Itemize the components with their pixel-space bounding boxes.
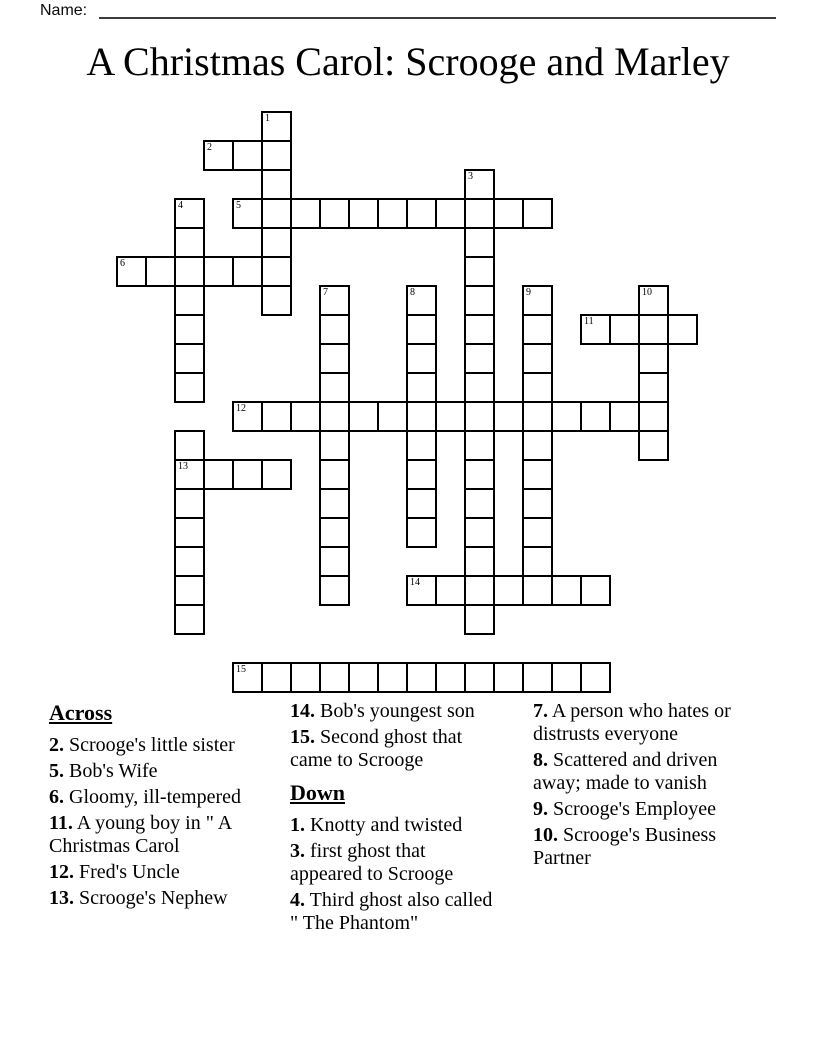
- clue-number: 10.: [533, 824, 558, 846]
- grid-cell[interactable]: [174, 517, 205, 548]
- clue-text: Scrooge's little sister: [64, 734, 235, 756]
- clues-heading-across: Across: [49, 700, 113, 725]
- grid-cell[interactable]: [464, 459, 495, 490]
- clue-text: first ghost that appeared to Scrooge: [290, 840, 454, 885]
- grid-cell[interactable]: [464, 488, 495, 519]
- clue-text: Scrooge's Business Partner: [533, 824, 717, 869]
- grid-cell[interactable]: [290, 662, 321, 693]
- grid-cell[interactable]: [174, 575, 205, 606]
- clue-section: [533, 700, 748, 870]
- grid-cell[interactable]: [261, 459, 292, 490]
- grid-cell[interactable]: [522, 285, 553, 316]
- grid-cell[interactable]: [493, 662, 524, 693]
- clue-number: 15.: [290, 726, 315, 748]
- clue-number: 14.: [290, 700, 315, 722]
- clues-column-left: [49, 700, 257, 913]
- clue-item: [290, 700, 500, 723]
- grid-cell[interactable]: [435, 401, 466, 432]
- grid-cell[interactable]: [493, 198, 524, 229]
- clue-number: 13.: [49, 887, 74, 909]
- grid-cell[interactable]: [261, 169, 292, 200]
- clue-item: [533, 700, 748, 746]
- grid-cell[interactable]: [319, 459, 350, 490]
- grid-cell[interactable]: [522, 401, 553, 432]
- grid-cell[interactable]: [174, 343, 205, 374]
- grid-cell[interactable]: [261, 401, 292, 432]
- clues-column-right: [533, 700, 748, 873]
- clue-item: [49, 760, 257, 783]
- grid-cell[interactable]: [319, 372, 350, 403]
- grid-cell[interactable]: [464, 198, 495, 229]
- clues-heading-down: Down: [290, 780, 346, 805]
- grid-cell[interactable]: [232, 140, 263, 171]
- grid-cell[interactable]: [319, 488, 350, 519]
- clue-number: 11.: [49, 812, 73, 834]
- clue-number: 3.: [290, 840, 305, 862]
- clue-item: [290, 726, 500, 772]
- grid-cell[interactable]: [261, 256, 292, 287]
- grid-cell[interactable]: [174, 314, 205, 345]
- cell-number: 6: [120, 258, 125, 269]
- grid-cell[interactable]: [174, 198, 205, 229]
- grid-cell[interactable]: [232, 401, 263, 432]
- grid-cell[interactable]: [522, 343, 553, 374]
- grid-cell[interactable]: [319, 285, 350, 316]
- grid-cell[interactable]: [580, 401, 611, 432]
- grid-cell[interactable]: [609, 314, 640, 345]
- grid-cell[interactable]: [580, 575, 611, 606]
- grid-cell[interactable]: [348, 198, 379, 229]
- grid-cell[interactable]: [377, 662, 408, 693]
- grid-cell[interactable]: [319, 314, 350, 345]
- grid-cell[interactable]: [464, 372, 495, 403]
- grid-cell[interactable]: [522, 575, 553, 606]
- clue-number: 4.: [290, 889, 305, 911]
- grid-cell[interactable]: [290, 401, 321, 432]
- grid-cell[interactable]: [638, 343, 669, 374]
- grid-cell[interactable]: [638, 285, 669, 316]
- grid-cell[interactable]: [580, 314, 611, 345]
- grid-cell[interactable]: [319, 198, 350, 229]
- clue-number: 1.: [290, 814, 305, 836]
- grid-cell[interactable]: [580, 662, 611, 693]
- grid-cell[interactable]: [464, 401, 495, 432]
- clue-text: Second ghost that came to Scrooge: [290, 726, 463, 771]
- clue-text: Bob's Wife: [64, 760, 158, 782]
- grid-cell[interactable]: [522, 488, 553, 519]
- grid-cell[interactable]: [464, 169, 495, 200]
- grid-cell[interactable]: [290, 198, 321, 229]
- grid-cell[interactable]: [203, 256, 234, 287]
- grid-cell[interactable]: [638, 430, 669, 461]
- grid-cell[interactable]: [638, 314, 669, 345]
- cell-number: 1: [265, 113, 270, 124]
- grid-cell[interactable]: [493, 401, 524, 432]
- grid-cell[interactable]: [609, 401, 640, 432]
- cell-number: 9: [526, 287, 531, 298]
- cell-number: 14: [410, 577, 420, 588]
- grid-cell[interactable]: [406, 401, 437, 432]
- clues-column-middle: [290, 700, 500, 938]
- grid-cell[interactable]: [435, 575, 466, 606]
- grid-cell[interactable]: [522, 662, 553, 693]
- clue-item: [533, 749, 748, 795]
- cell-number: 15: [236, 664, 246, 675]
- grid-cell[interactable]: [464, 227, 495, 258]
- grid-cell[interactable]: [406, 430, 437, 461]
- clue-number: 7.: [533, 700, 548, 722]
- clue-item: [49, 887, 257, 910]
- grid-cell[interactable]: [319, 662, 350, 693]
- clue-number: 9.: [533, 798, 548, 820]
- grid-cell[interactable]: [406, 662, 437, 693]
- cell-number: 5: [236, 200, 241, 211]
- cell-number: 4: [178, 200, 183, 211]
- clue-item: [49, 734, 257, 757]
- grid-cell[interactable]: [522, 314, 553, 345]
- grid-cell[interactable]: [406, 314, 437, 345]
- clue-item: [533, 798, 748, 821]
- grid-cell[interactable]: [203, 459, 234, 490]
- clue-item: [49, 812, 257, 858]
- grid-cell[interactable]: [348, 401, 379, 432]
- cell-number: 7: [323, 287, 328, 298]
- clue-item: [49, 786, 257, 809]
- cell-number: 8: [410, 287, 415, 298]
- grid-cell[interactable]: [203, 140, 234, 171]
- grid-cell[interactable]: [377, 401, 408, 432]
- grid-cell[interactable]: [406, 372, 437, 403]
- clue-text: Scattered and driven away; made to vanish: [533, 749, 718, 794]
- grid-cell[interactable]: [522, 459, 553, 490]
- clue-number: 2.: [49, 734, 64, 756]
- grid-cell[interactable]: [638, 372, 669, 403]
- grid-cell[interactable]: [319, 546, 350, 577]
- grid-cell[interactable]: [174, 372, 205, 403]
- grid-cell[interactable]: [522, 198, 553, 229]
- grid-cell[interactable]: [319, 430, 350, 461]
- grid-cell[interactable]: [116, 256, 147, 287]
- grid-cell[interactable]: [464, 662, 495, 693]
- grid-cell[interactable]: [174, 546, 205, 577]
- clue-number: 8.: [533, 749, 548, 771]
- clue-text: Scrooge's Nephew: [74, 887, 228, 909]
- grid-cell[interactable]: [406, 517, 437, 548]
- grid-cell[interactable]: [232, 256, 263, 287]
- puzzle-title: A Christmas Carol: Scrooge and Marley: [86, 39, 730, 84]
- grid-cell[interactable]: [232, 459, 263, 490]
- cell-number: 13: [178, 461, 188, 472]
- clue-text: Bob's youngest son: [315, 700, 475, 722]
- clue-section: [290, 780, 500, 935]
- cell-number: 12: [236, 403, 246, 414]
- clue-number: 12.: [49, 861, 74, 883]
- clue-text: A person who hates or distrusts everyone: [533, 700, 731, 745]
- grid-cell[interactable]: [551, 401, 582, 432]
- grid-cell[interactable]: [464, 575, 495, 606]
- clue-text: A young boy in " A Christmas Carol: [49, 812, 232, 857]
- clue-text: Knotty and twisted: [305, 814, 463, 836]
- grid-cell[interactable]: [406, 459, 437, 490]
- grid-cell[interactable]: [261, 111, 292, 142]
- crossword-grid: [116, 111, 698, 693]
- grid-cell[interactable]: [464, 285, 495, 316]
- clue-text: Third ghost also called " The Phantom": [290, 889, 493, 934]
- clue-item: [290, 840, 500, 886]
- clue-text: Gloomy, ill-tempered: [64, 786, 241, 808]
- cell-number: 11: [584, 316, 594, 327]
- grid-cell[interactable]: [261, 140, 292, 171]
- grid-cell[interactable]: [406, 285, 437, 316]
- grid-cell[interactable]: [464, 517, 495, 548]
- grid-cell[interactable]: [174, 459, 205, 490]
- grid-cell[interactable]: [377, 198, 408, 229]
- grid-cell[interactable]: [522, 430, 553, 461]
- grid-cell[interactable]: [174, 227, 205, 258]
- clue-item: [290, 889, 500, 935]
- grid-cell[interactable]: [406, 488, 437, 519]
- grid-cell[interactable]: [464, 604, 495, 635]
- clue-item: [533, 824, 748, 870]
- grid-cell[interactable]: [261, 285, 292, 316]
- cell-number: 3: [468, 171, 473, 182]
- grid-cell[interactable]: [174, 430, 205, 461]
- clue-text: Scrooge's Employee: [548, 798, 717, 820]
- grid-cell[interactable]: [261, 227, 292, 258]
- clue-text: Fred's Uncle: [74, 861, 180, 883]
- grid-cell[interactable]: [261, 198, 292, 229]
- grid-cell[interactable]: [232, 662, 263, 693]
- clue-item: [49, 861, 257, 884]
- name-blank-line[interactable]: [99, 0, 776, 19]
- grid-cell[interactable]: [667, 314, 698, 345]
- cell-number: 2: [207, 142, 212, 153]
- clue-number: 5.: [49, 760, 64, 782]
- grid-cell[interactable]: [319, 401, 350, 432]
- grid-cell[interactable]: [406, 198, 437, 229]
- grid-cell[interactable]: [145, 256, 176, 287]
- grid-cell[interactable]: [464, 430, 495, 461]
- grid-cell[interactable]: [348, 662, 379, 693]
- grid-cell[interactable]: [174, 488, 205, 519]
- grid-cell[interactable]: [174, 604, 205, 635]
- grid-cell[interactable]: [522, 372, 553, 403]
- clue-section: [49, 700, 257, 910]
- grid-cell[interactable]: [232, 198, 263, 229]
- grid-cell[interactable]: [319, 575, 350, 606]
- grid-cell[interactable]: [174, 256, 205, 287]
- grid-cell[interactable]: [493, 575, 524, 606]
- grid-cell[interactable]: [522, 517, 553, 548]
- grid-cell[interactable]: [551, 575, 582, 606]
- grid-cell[interactable]: [522, 546, 553, 577]
- grid-cell[interactable]: [464, 546, 495, 577]
- name-label: Name:: [40, 2, 88, 19]
- grid-cell[interactable]: [319, 517, 350, 548]
- clue-number: 6.: [49, 786, 64, 808]
- grid-cell[interactable]: [464, 314, 495, 345]
- grid-cell[interactable]: [435, 662, 466, 693]
- clue-section: [290, 700, 500, 772]
- clue-item: [290, 814, 500, 837]
- grid-cell[interactable]: [261, 662, 292, 693]
- grid-cell[interactable]: [464, 256, 495, 287]
- grid-cell[interactable]: [638, 401, 669, 432]
- cell-number: 10: [642, 287, 652, 298]
- grid-cell[interactable]: [319, 343, 350, 374]
- grid-cell[interactable]: [551, 662, 582, 693]
- grid-cell[interactable]: [406, 343, 437, 374]
- grid-cell[interactable]: [406, 575, 437, 606]
- grid-cell[interactable]: [464, 343, 495, 374]
- grid-cell[interactable]: [435, 198, 466, 229]
- grid-cell[interactable]: [174, 285, 205, 316]
